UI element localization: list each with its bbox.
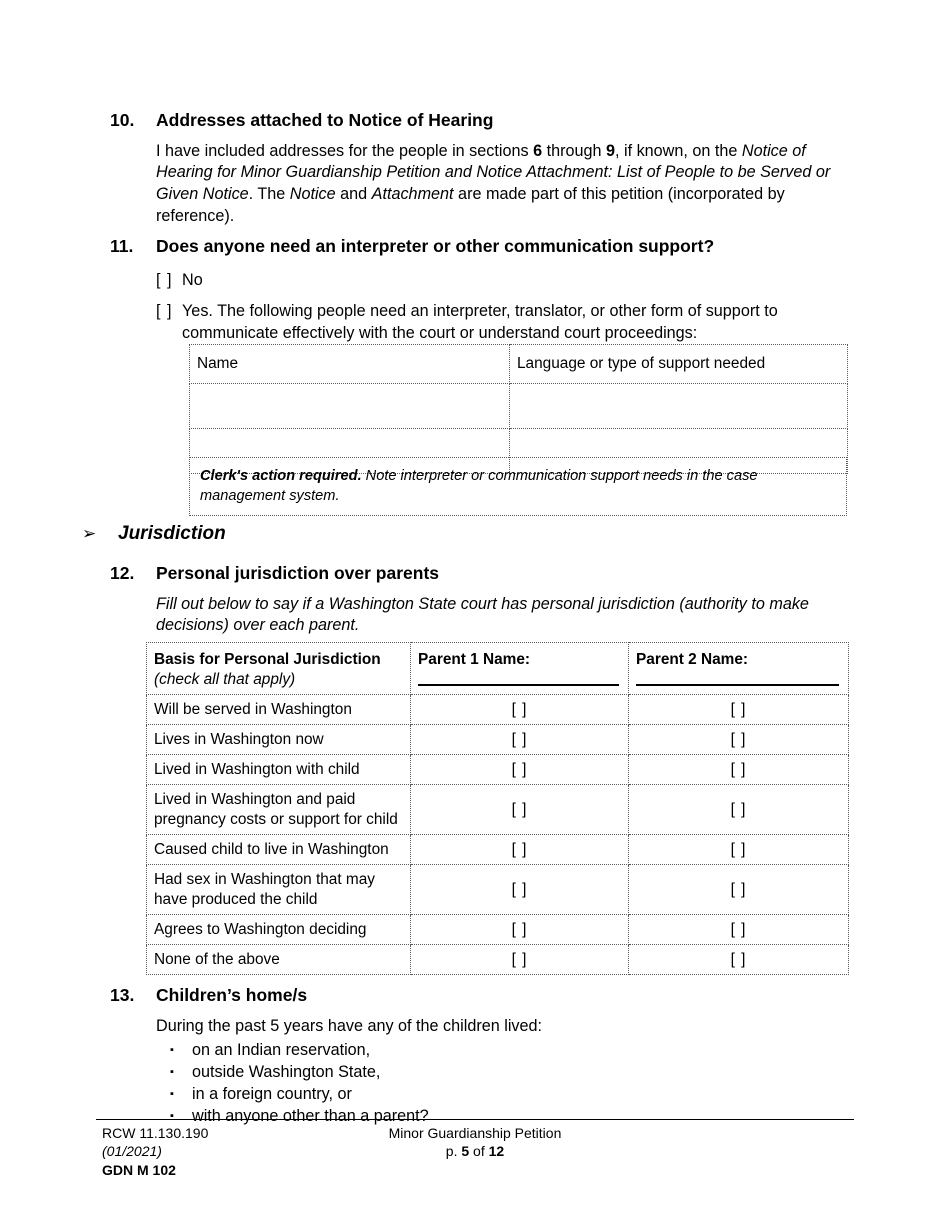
table-header-row [147,643,849,695]
footer-page-total: 12 [488,1143,505,1160]
sec10-attachment-word: Attachment [371,184,454,203]
jurisdiction-label: Jurisdiction [118,523,226,544]
section-10-heading [110,110,850,132]
list-item-label: on an Indian reservation, [192,1041,371,1060]
page-footer [96,1119,854,1182]
table-row [147,945,849,975]
section-12-title: Personal jurisdiction over parents [156,563,439,583]
jurisdiction-checkbox-parent2[interactable]: [ ] [629,945,849,975]
jurisdiction-checkbox-parent1[interactable]: [ ] [411,835,629,865]
table-row [147,725,849,755]
sec10-text-part-1: I have included addresses for the people in sections [156,141,534,160]
sec10-text-part-4: . The [248,184,290,203]
jurisdiction-col-parent2 [629,643,849,695]
section-11-title: Does anyone need an interpreter or other communication support? [156,236,715,256]
jurisdiction-row-label: Lives in Washington now [147,725,411,755]
jurisdiction-checkbox-parent1[interactable]: [ ] [411,945,629,975]
footer-center-block [96,1124,854,1161]
jurisdiction-checkbox-parent2[interactable]: [ ] [629,725,849,755]
interpreter-language-cell-1[interactable] [510,384,848,429]
footer-page-number: 5 [461,1143,470,1160]
arrow-bullet-icon: ➢ [82,524,97,543]
jurisdiction-row-label: Lived in Washington with child [147,755,411,785]
section-13-heading [110,985,850,1007]
jurisdiction-basis-label: Basis for Personal Jurisdiction [154,651,381,668]
section-12-instruction: Fill out below to say if a Washington State court has personal jurisdiction (authority to make decisions) over each parent. [156,594,809,635]
section-10-paragraph [156,141,850,227]
table-row [147,785,849,835]
jurisdiction-row-label: None of the above [147,945,411,975]
checkbox-no-label: No [182,270,203,289]
jurisdiction-checkbox-parent2[interactable]: [ ] [629,755,849,785]
jurisdiction-checkbox-parent1[interactable]: [ ] [411,865,629,915]
section-13-lead: During the past 5 years have any of the children lived: [156,1016,543,1035]
jurisdiction-row-label: Lived in Washington and paid pregnancy costs or support for child [147,785,411,835]
list-item-label: in a foreign country, or [192,1085,352,1104]
clerk-action-text: Note interpreter or communication support needs in the case management system. [200,468,758,505]
section-13 [110,985,850,1128]
table-row [147,755,849,785]
section-11-heading [110,236,850,258]
interpreter-col-name: Name [190,345,510,384]
jurisdiction-checkbox-parent1[interactable]: [ ] [411,915,629,945]
jurisdiction-checkbox-parent2[interactable]: [ ] [629,785,849,835]
square-bullet-icon: ▪ [170,1110,174,1122]
table-row [147,695,849,725]
jurisdiction-col-basis [147,643,411,695]
section-12-heading [110,563,850,585]
interpreter-col-language: Language or type of support needed [510,345,848,384]
jurisdiction-basis-sublabel: (check all that apply) [154,671,296,689]
sec10-ref-6: 6 [533,141,543,160]
list-item [156,1040,850,1062]
parent2-name-label: Parent 2 Name: [636,651,749,668]
jurisdiction-checkbox-parent1[interactable]: [ ] [411,755,629,785]
jurisdiction-row-label: Will be served in Washington [147,695,411,725]
jurisdiction-row-label: Agrees to Washington deciding [147,915,411,945]
footer-page-prefix: p. [445,1143,462,1160]
clerk-action-label: Clerk's action required. [200,468,362,484]
sec10-text-part-6: are made part of this petition (incorporated by reference). [156,184,785,225]
square-bullet-icon: ▪ [170,1088,174,1101]
jurisdiction-checkbox-parent2[interactable]: [ ] [629,695,849,725]
footer-revision: (01/2021) [102,1143,162,1160]
jurisdiction-checkbox-parent1[interactable]: [ ] [411,695,629,725]
clerk-action-box [189,457,847,516]
list-item [156,1062,850,1084]
jurisdiction-col-parent1 [411,643,629,695]
sec10-text-part-3: , if known, on the [615,141,742,160]
table-row [147,865,849,915]
parent1-name-label: Parent 1 Name: [418,651,531,668]
parent2-name-input-rule[interactable] [636,684,839,686]
checkbox-yes-label: Yes. The following people need an interpreter, translator, or other form of support to communicate effectively with the court or understand court proceedings: [182,302,778,342]
footer-form-code: GDN M 102 [102,1161,176,1178]
interpreter-option-yes[interactable] [156,301,846,344]
square-bullet-icon: ▪ [170,1066,174,1079]
footer-document-title: Minor Guardianship Petition [388,1125,562,1141]
interpreter-name-cell-1[interactable] [190,384,510,429]
list-item-label: outside Washington State, [192,1063,381,1082]
list-item [156,1084,850,1106]
jurisdiction-checkbox-parent1[interactable]: [ ] [411,785,629,835]
footer-page-indicator [96,1142,854,1160]
sec10-notice-title: Notice of Hearing for Minor Guardianship Petition and Notice Attachment: List of People to be Served or Given Notice [156,141,831,203]
footer-page-middle: of [469,1143,489,1160]
section-11-number: 11. [110,236,134,256]
jurisdiction-checkbox-parent1[interactable]: [ ] [411,725,629,755]
checkbox-no[interactable]: [ ] [156,270,173,289]
jurisdiction-heading [78,523,478,545]
section-10-title: Addresses attached to Notice of Hearing [156,110,494,130]
table-header-row [190,345,848,384]
sec10-text-part-2: through [542,141,606,160]
section-12-number: 12. [110,563,135,583]
table-row [147,915,849,945]
parent1-name-input-rule[interactable] [418,684,619,686]
list-item-label: with anyone other than a parent? [192,1107,429,1125]
footer-rcw: RCW 11.130.190 [102,1125,209,1141]
section-13-title: Children’s home/s [156,985,308,1005]
section-13-number: 13. [110,985,135,1005]
jurisdiction-checkbox-parent2[interactable]: [ ] [629,915,849,945]
square-bullet-icon: ▪ [170,1044,174,1057]
section-10-number: 10. [110,110,135,130]
interpreter-table [189,344,848,474]
section-12 [110,563,850,637]
jurisdiction-row-label: Caused child to live in Washington [147,835,411,865]
section-11 [110,236,850,345]
personal-jurisdiction-table [146,642,849,975]
checkbox-yes[interactable]: [ ] [156,302,173,321]
jurisdiction-row-label: Had sex in Washington that may have produced the child [147,865,411,915]
jurisdiction-checkbox-parent2[interactable]: [ ] [629,865,849,915]
sec10-text-part-5: and [335,184,372,203]
section-13-bullet-list [156,1040,850,1127]
sec10-notice-word: Notice [289,184,336,203]
interpreter-option-no[interactable] [156,270,850,292]
table-row[interactable] [190,384,848,429]
sec10-ref-9: 9 [605,141,615,160]
table-row [147,835,849,865]
jurisdiction-checkbox-parent2[interactable]: [ ] [629,835,849,865]
section-10 [110,110,850,227]
